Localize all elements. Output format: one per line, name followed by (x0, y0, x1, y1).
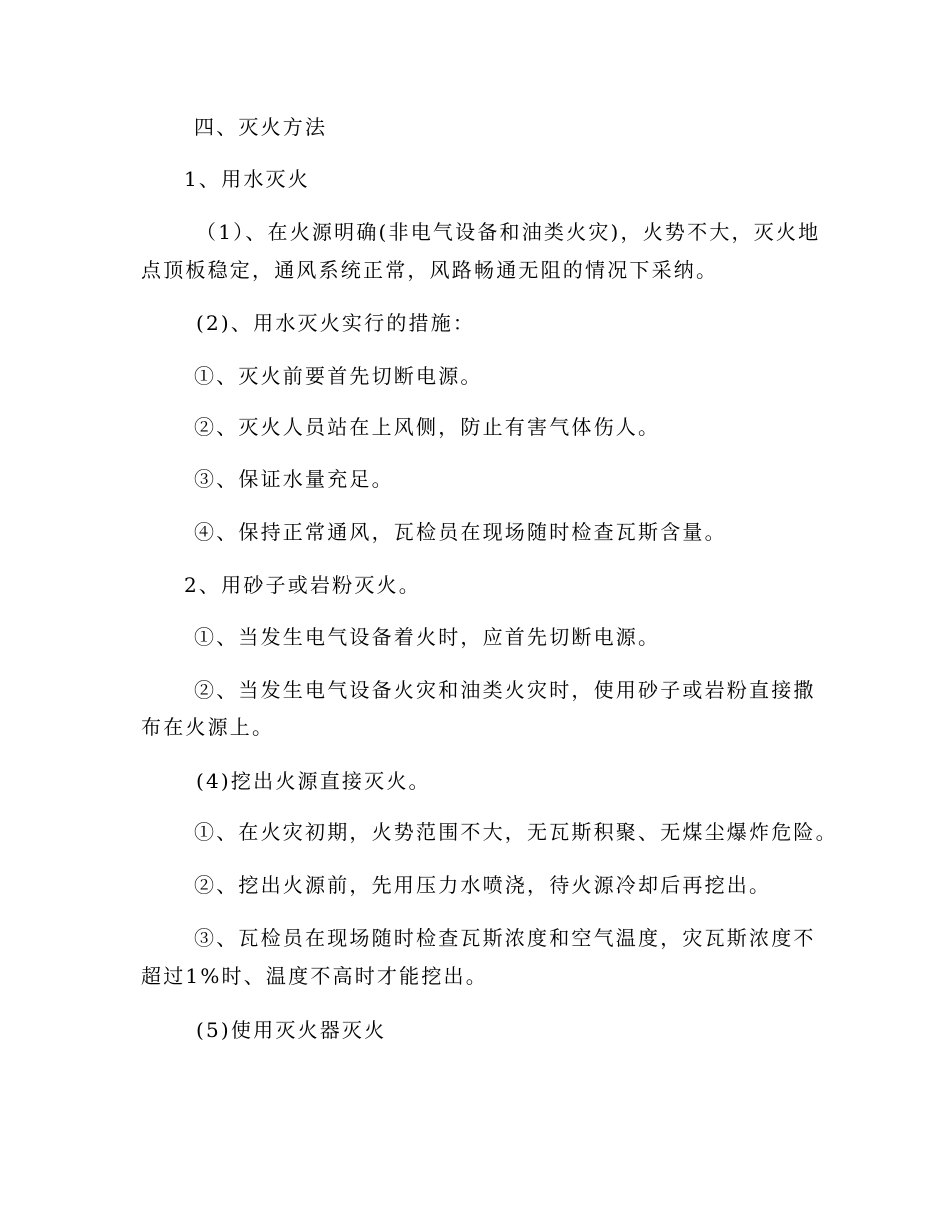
list-item: ②、灭火人员站在上风侧，防止有害气体伤人。 (194, 415, 661, 439)
paragraph-line: 布在火源上。 (141, 715, 275, 739)
list-item: ③、保证水量充足。 (194, 467, 394, 491)
paragraph-line: (2)、用水灭火实行的措施： (196, 311, 476, 335)
list-item: ①、灭火前要首先切断电源。 (194, 364, 483, 388)
paragraph-line: （1）、在火源明确(非电气设备和油类火灾)，火势不大，灭火地 (196, 220, 821, 244)
paragraph-line: ③、瓦检员在现场随时检查瓦斯浓度和空气温度，灾瓦斯浓度不 (194, 926, 816, 950)
list-item: ①、在火灾初期，火势范围不大，无瓦斯积聚、无煤尘爆炸危险。 (194, 820, 838, 844)
paragraph-line: ②、当发生电气设备火灾和油类火灾时，使用砂子或岩粉直接撒 (194, 678, 816, 702)
list-item: ④、保持正常通风，瓦检员在现场随时检查瓦斯含量。 (194, 520, 727, 544)
subsection-heading-water: 1、用水灭火 (184, 167, 310, 191)
list-item: ②、挖出火源前，先用压力水喷浇，待火源冷却后再挖出。 (194, 873, 772, 897)
section-heading: 四、灭火方法 (194, 115, 328, 139)
list-item: ①、当发生电气设备着火时，应首先切断电源。 (194, 625, 661, 649)
subsection-heading-extinguisher: (5)使用灭火器灭火 (196, 1018, 387, 1042)
subsection-heading-dig: (4)挖出火源直接灭火。 (196, 769, 431, 793)
paragraph-line: 点顶板稳定，通风系统正常，风路畅通无阻的情况下采纳。 (141, 258, 719, 282)
subsection-heading-sand: 2、用砂子或岩粉灭火。 (184, 573, 421, 597)
paragraph-line: 超过1%时、温度不高时才能挖出。 (141, 964, 488, 988)
